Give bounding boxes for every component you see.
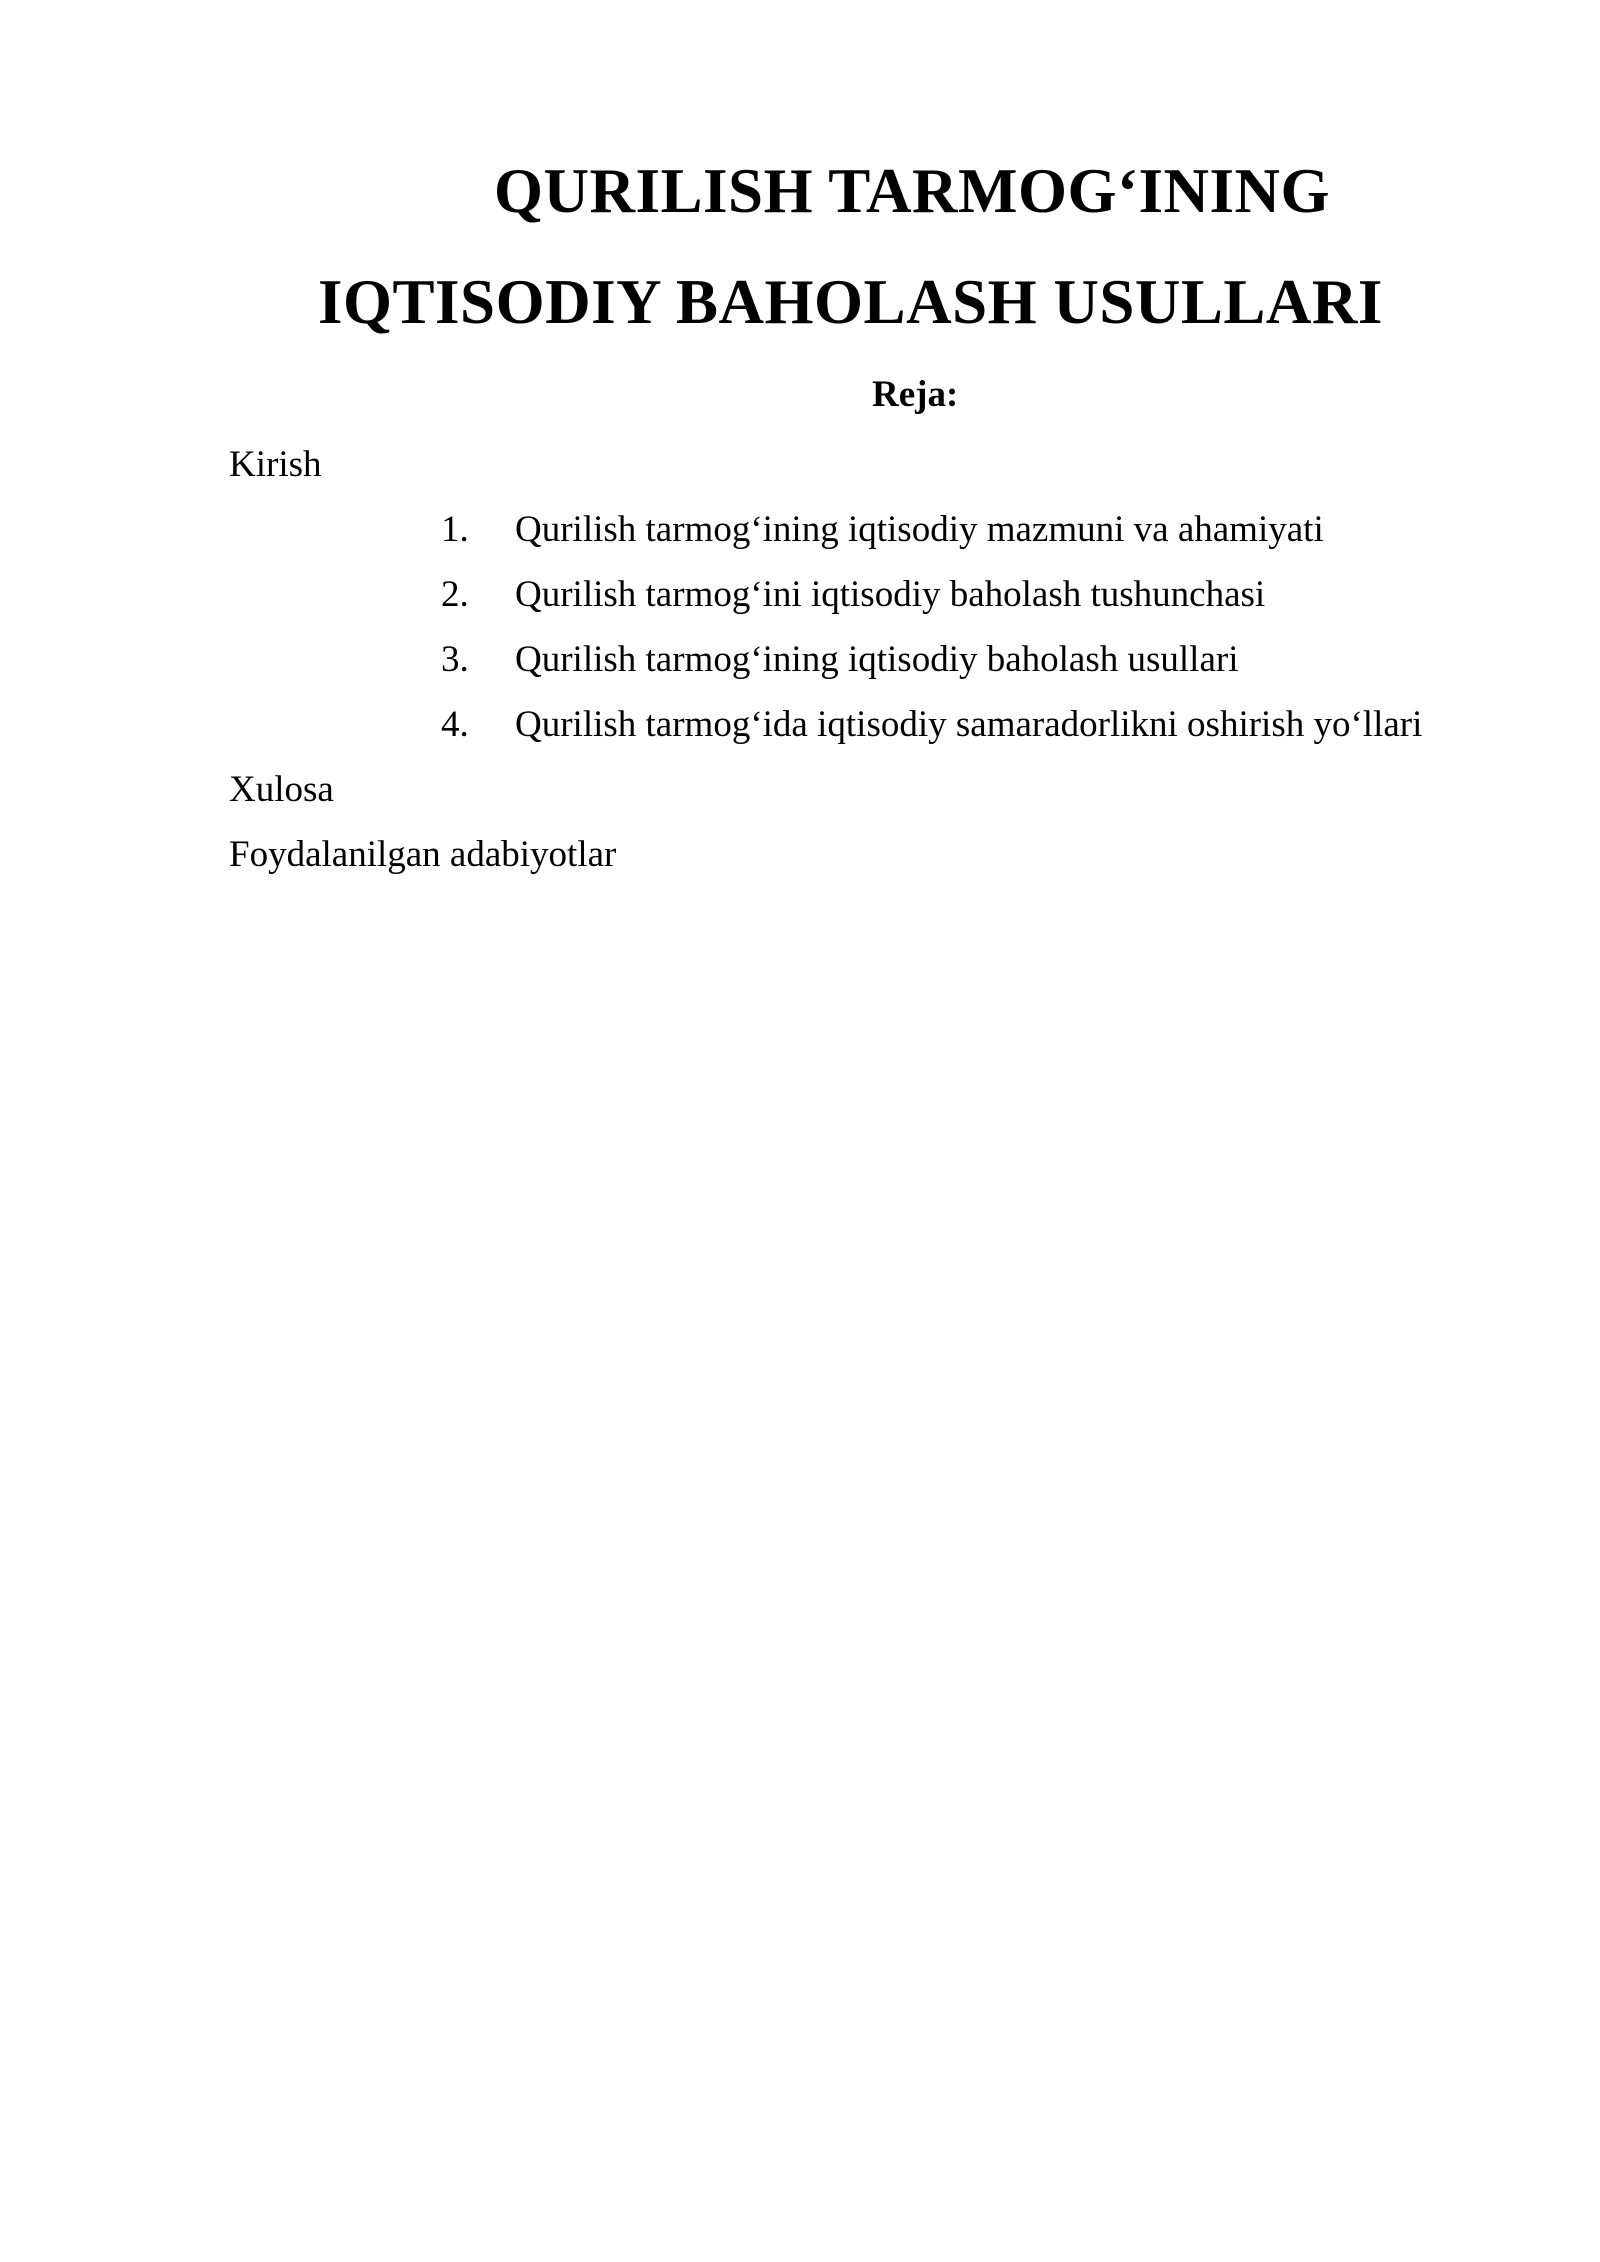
- plan-item-number: 3.: [441, 639, 469, 680]
- plan-conclusion: Xulosa: [229, 769, 334, 810]
- plan-item: [0, 706, 1600, 750]
- plan-heading: Reja:: [872, 374, 959, 415]
- plan-item-number: 1.: [441, 509, 469, 550]
- plan-item-text: Qurilish tarmog‘ida iqtisodiy samaradorlikni oshirish yo‘llari: [515, 704, 1423, 745]
- plan-item: [0, 576, 1600, 620]
- plan-item-text: Qurilish tarmog‘ini iqtisodiy baholash tushunchasi: [515, 574, 1266, 615]
- plan-item: [0, 511, 1600, 555]
- plan-item-number: 2.: [441, 574, 469, 615]
- document-title-line-1: QURILISH TARMOG‘INING: [494, 156, 1331, 226]
- plan-item-text: Qurilish tarmog‘ining iqtisodiy mazmuni va ahamiyati: [515, 509, 1324, 550]
- plan-item-number: 4.: [441, 704, 469, 745]
- document-title-line-2: IQTISODIY BAHOLASH USULLARI: [318, 267, 1383, 337]
- plan-item: [0, 641, 1600, 685]
- plan-references: Foydalanilgan adabiyotlar: [229, 834, 617, 875]
- plan-item-text: Qurilish tarmog‘ining iqtisodiy baholash usullari: [515, 639, 1239, 680]
- plan-intro: Kirish: [229, 444, 322, 485]
